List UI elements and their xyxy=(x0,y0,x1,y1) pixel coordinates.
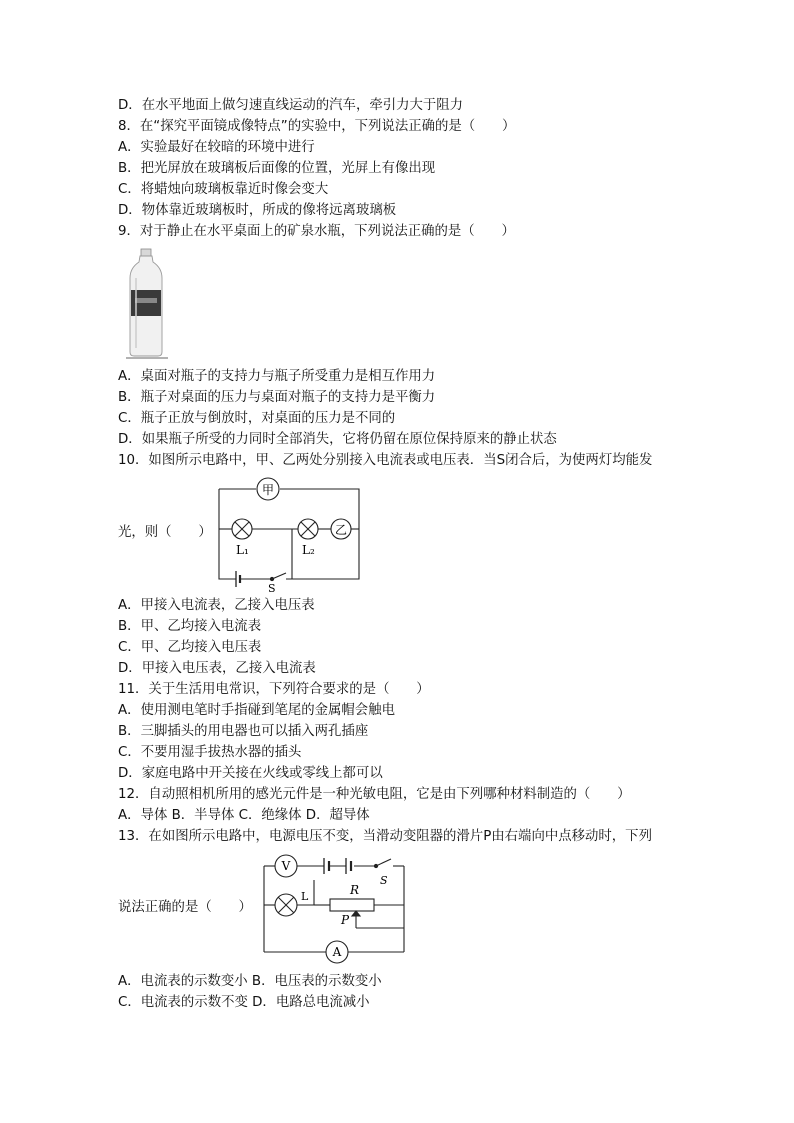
q10-option-a: A．甲接入电流表，乙接入电压表 xyxy=(118,598,315,613)
q12-stem: 12．自动照相机所用的感光元件是一种光敏电阻，它是由下列哪种材料制造的（ ） xyxy=(118,787,631,802)
q13-stem-continued: 说法正确的是（ ） xyxy=(118,900,252,915)
q8-option-a: A．实验最好在较暗的环境中进行 xyxy=(118,140,315,155)
q11-option-a: A．使用测电笔时手指碰到笔尾的金属帽会触电 xyxy=(118,703,395,718)
q12-options: A．导体 B．半导体 C．绝缘体 D．超导体 xyxy=(118,808,370,823)
q11-option-c: C．不要用湿手拔热水器的插头 xyxy=(118,745,302,760)
water-bottle-figure xyxy=(122,248,170,360)
q8-option-b: B．把光屏放在玻璃板后面像的位置，光屏上有像出现 xyxy=(118,161,436,176)
q10-option-c: C．甲、乙均接入电压表 xyxy=(118,640,262,655)
q9-option-d: D．如果瓶子所受的力同时全部消失，它将仍留在原位保持原来的静止状态 xyxy=(118,432,557,447)
switch-s-label: S xyxy=(268,582,276,592)
lamp-l2-label: L₂ xyxy=(302,543,315,557)
q8-option-c: C．将蜡烛向玻璃板靠近时像会变大 xyxy=(118,182,329,197)
q10-option-d: D．甲接入电压表，乙接入电流表 xyxy=(118,661,316,676)
q11-stem: 11．关于生活用电常识，下列符合要求的是（ ） xyxy=(118,682,430,697)
meter-jia-label: 甲 xyxy=(261,483,275,497)
q10-stem-continued: 光，则（ ） xyxy=(118,525,212,540)
q11-option-d: D．家庭电路中开关接在火线或零线上都可以 xyxy=(118,766,383,781)
q9-option-b: B．瓶子对桌面的压力与桌面对瓶子的支持力是平衡力 xyxy=(118,390,436,405)
slider-p-label: P xyxy=(341,913,350,927)
ammeter-label: A xyxy=(332,945,342,959)
rheostat-r-label: R xyxy=(350,883,360,897)
q9-stem: 9．对于静止在水平桌面上的矿泉水瓶，下列说法正确的是（ ） xyxy=(118,224,515,239)
voltmeter-label: V xyxy=(281,859,291,873)
q11-option-b: B．三脚插头的用电器也可以插入两孔插座 xyxy=(118,724,369,739)
q8-stem: 8．在“探究平面镜成像特点”的实验中，下列说法正确的是（ ） xyxy=(118,119,516,134)
q7-option-d: D．在水平地面上做匀速直线运动的汽车，牵引力大于阻力 xyxy=(118,98,464,113)
switch-s-label: S xyxy=(380,874,388,887)
lamp-l-label: L xyxy=(301,890,309,903)
q10-stem: 10．如图所示电路中，甲、乙两处分别接入电流表或电压表．当S闭合后，为使两灯均能发 xyxy=(118,453,653,468)
q13-stem: 13．在如图所示电路中，电源电压不变，当滑动变阻器的滑片P由右端向中点移动时，下列 xyxy=(118,829,652,844)
q10-circuit-figure xyxy=(214,474,364,592)
q9-option-a: A．桌面对瓶子的支持力与瓶子所受重力是相互作用力 xyxy=(118,369,436,384)
q13-options-row-1: A．电流表的示数变小 B．电压表的示数变小 xyxy=(118,974,382,989)
q9-option-c: C．瓶子正放与倒放时，对桌面的压力是不同的 xyxy=(118,411,396,426)
lamp-l1-label: L₁ xyxy=(236,543,249,557)
meter-yi-label: 乙 xyxy=(334,523,348,537)
q13-circuit-figure xyxy=(258,850,413,968)
q8-option-d: D．物体靠近玻璃板时，所成的像将远离玻璃板 xyxy=(118,203,397,218)
q10-option-b: B．甲、乙均接入电流表 xyxy=(118,619,262,634)
q13-options-row-2: C．电流表的示数不变 D．电路总电流减小 xyxy=(118,995,370,1010)
